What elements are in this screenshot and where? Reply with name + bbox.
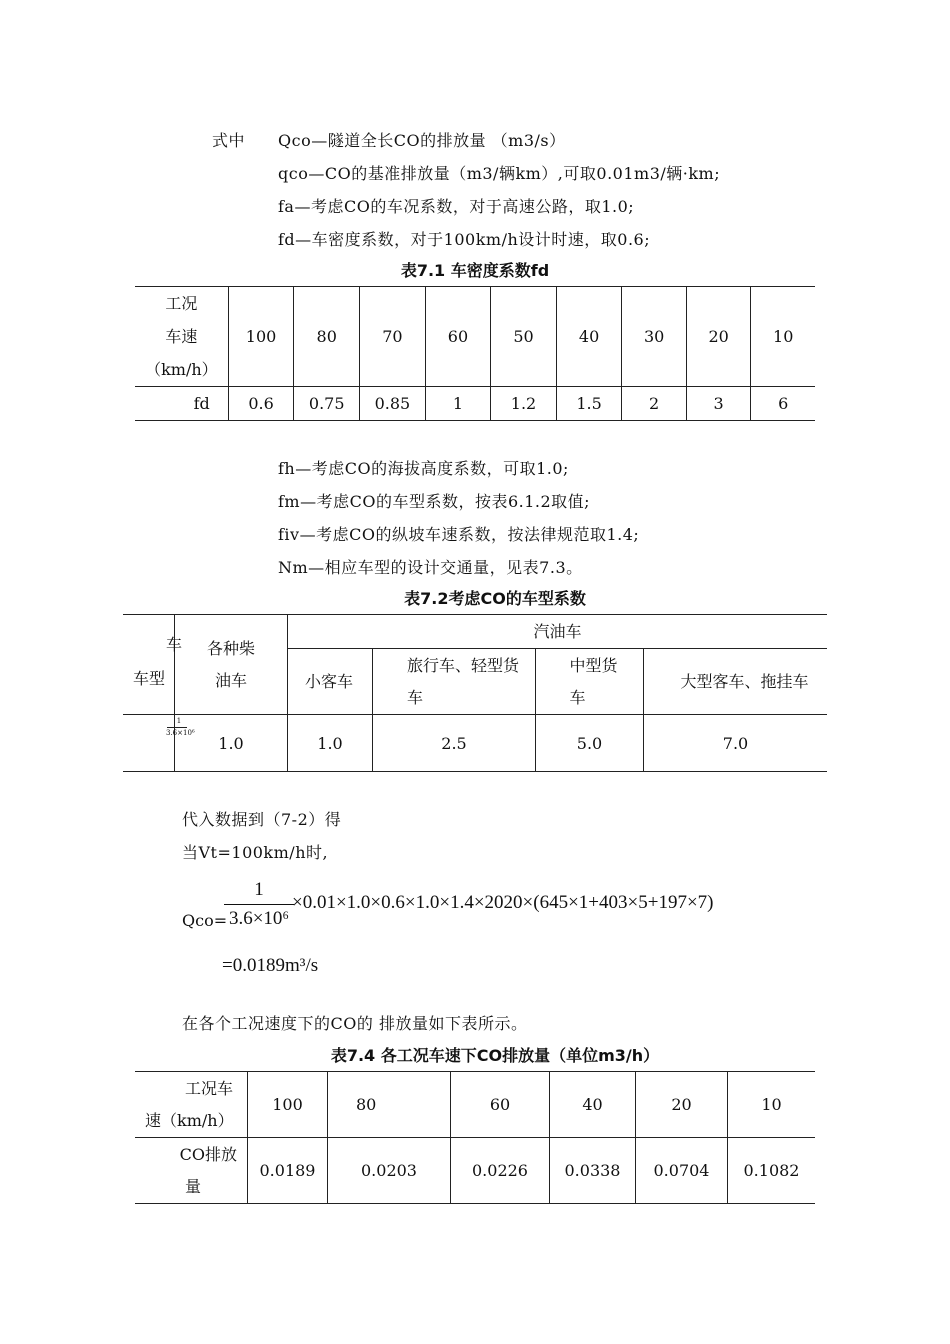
table1-header-line: 车速	[165, 327, 198, 346]
table2-corner-top: 车	[166, 635, 183, 654]
table1-speed: 30	[622, 287, 687, 387]
table2-diesel-label: 各种柴油车	[206, 638, 255, 690]
definition-line: fm—考虑CO的车型系数，按表6.1.2取值;	[278, 492, 591, 511]
formula-numerator: 1	[254, 879, 264, 900]
definition-line: fh—考虑CO的海拔高度系数，可取1.0;	[278, 459, 569, 478]
table1-value: 0.75	[294, 387, 360, 421]
table3-speed: 10	[728, 1072, 816, 1138]
table1-header-line: （km/h）	[145, 360, 218, 379]
table1-header-line: 工况	[165, 294, 198, 313]
table1-speed: 50	[491, 287, 557, 387]
table2-value: 7.0	[644, 715, 828, 772]
table3-row-label-line: 量	[185, 1176, 202, 1196]
definition-line: Nm—相应车型的设计交通量，见表7.3。	[278, 558, 583, 577]
table1-value: 6	[751, 387, 815, 421]
table2-value: 1.0	[288, 715, 373, 772]
definition-line: fiv—考虑CO的纵坡车速系数，按法律规范取1.4;	[278, 525, 640, 544]
table2-gas-type	[288, 649, 373, 715]
definition-prefix: 式中	[212, 131, 246, 150]
definition-line: Qco—隧道全长CO的排放量 （m3/s）	[278, 131, 566, 150]
formula-fraction	[224, 877, 294, 932]
table2-gas-type	[373, 649, 536, 715]
formula	[182, 875, 782, 945]
table3-speed: 20	[636, 1072, 728, 1138]
formula-denominator: 3.6×10⁶	[228, 908, 290, 929]
formula-lhs: Qco=	[182, 911, 228, 930]
table1-value: 0.85	[360, 387, 426, 421]
table2-row-label	[123, 715, 195, 772]
table3-header-line: 速（km/h）	[145, 1110, 234, 1130]
table1-speed: 40	[556, 287, 622, 387]
calc-condition: 当Vt=100km/h时,	[182, 843, 329, 862]
table2-gas-type-label: 旅行车、轻型货车	[407, 655, 520, 707]
table3-row-label-line: CO排放	[179, 1144, 237, 1164]
formula-expression: ×0.01×1.0×0.6×1.0×1.4×2020×(645×1+403×5+197×7)	[292, 892, 714, 913]
table1-value: 3	[686, 387, 751, 421]
table1-value: 1.2	[491, 387, 557, 421]
table3-value: 0.0189	[248, 1138, 328, 1204]
table2	[123, 614, 827, 772]
table3-speed: 40	[550, 1072, 636, 1138]
table2-value: 2.5	[373, 715, 536, 772]
table1-value: 1.5	[556, 387, 622, 421]
table2-corner-bottom: 车型	[133, 669, 166, 688]
table1-speed: 100	[228, 287, 294, 387]
table2-value: 1.0	[175, 715, 288, 772]
definition-line: qco—CO的基准排放量（m3/辆km）,可取0.01m3/辆·km;	[278, 164, 721, 183]
table2-gas-type-label: 中型货车	[569, 655, 618, 707]
table2-row-frac-den: 3.6×10⁶	[166, 729, 195, 737]
table3	[135, 1071, 815, 1204]
table1-value: 1	[425, 387, 491, 421]
table3-speed: 100	[248, 1072, 328, 1138]
formula-fraction-bar	[224, 904, 294, 905]
table3-value: 0.0704	[636, 1138, 728, 1204]
table2-corner-cell	[123, 615, 183, 715]
table2-gas-type-label: 大型客车、拖挂车	[680, 671, 809, 691]
table2-diesel-header	[175, 615, 288, 715]
table2-gas-type	[536, 649, 644, 715]
table2-value: 5.0	[536, 715, 644, 772]
calc-intro: 代入数据到（7-2）得	[182, 810, 342, 829]
summary-text: 在各个工况速度下的CO的 排放量如下表所示。	[182, 1014, 528, 1033]
table3-header-cell	[135, 1072, 248, 1138]
table1-speed: 80	[294, 287, 360, 387]
table3-speed: 60	[451, 1072, 550, 1138]
table3-speed: 80	[328, 1072, 451, 1138]
table3-header-line: 工况车	[184, 1078, 233, 1098]
table1-header-cell	[135, 287, 228, 387]
definition-line: fa—考虑CO的车况系数，对于高速公路，取1.0;	[278, 197, 635, 216]
table3-value: 0.0338	[550, 1138, 636, 1204]
table2-row-frac-bar	[167, 727, 187, 728]
definition-line: fd—车密度系数，对于100km/h设计时速，取0.6;	[278, 230, 651, 249]
table1-speed: 60	[425, 287, 491, 387]
table3-value: 0.1082	[728, 1138, 816, 1204]
table1-speed: 70	[360, 287, 426, 387]
table2-caption: 表7.2考虑CO的车型系数	[404, 589, 586, 608]
table2-gas-type-label: 小客车	[305, 671, 354, 691]
table1-caption: 表7.1 车密度系数fd	[400, 261, 550, 280]
table2-row-frac-num: 1	[176, 717, 182, 725]
table1-speed: 20	[686, 287, 751, 387]
table3-value: 0.0226	[451, 1138, 550, 1204]
table1-row-label: fd	[135, 387, 228, 421]
table2-gas-type	[644, 649, 828, 715]
table3-caption: 表7.4 各工况车速下CO排放量（单位m3/h）	[330, 1046, 660, 1065]
table1-speed: 10	[751, 287, 815, 387]
table3-value: 0.0203	[328, 1138, 451, 1204]
table3-row-label	[135, 1138, 248, 1204]
formula-result: =0.0189m³/s	[222, 955, 319, 976]
table1-value: 2	[622, 387, 687, 421]
table1	[135, 286, 815, 421]
table2-gasoline-header: 汽油车	[288, 615, 828, 649]
table1-value: 0.6	[228, 387, 294, 421]
